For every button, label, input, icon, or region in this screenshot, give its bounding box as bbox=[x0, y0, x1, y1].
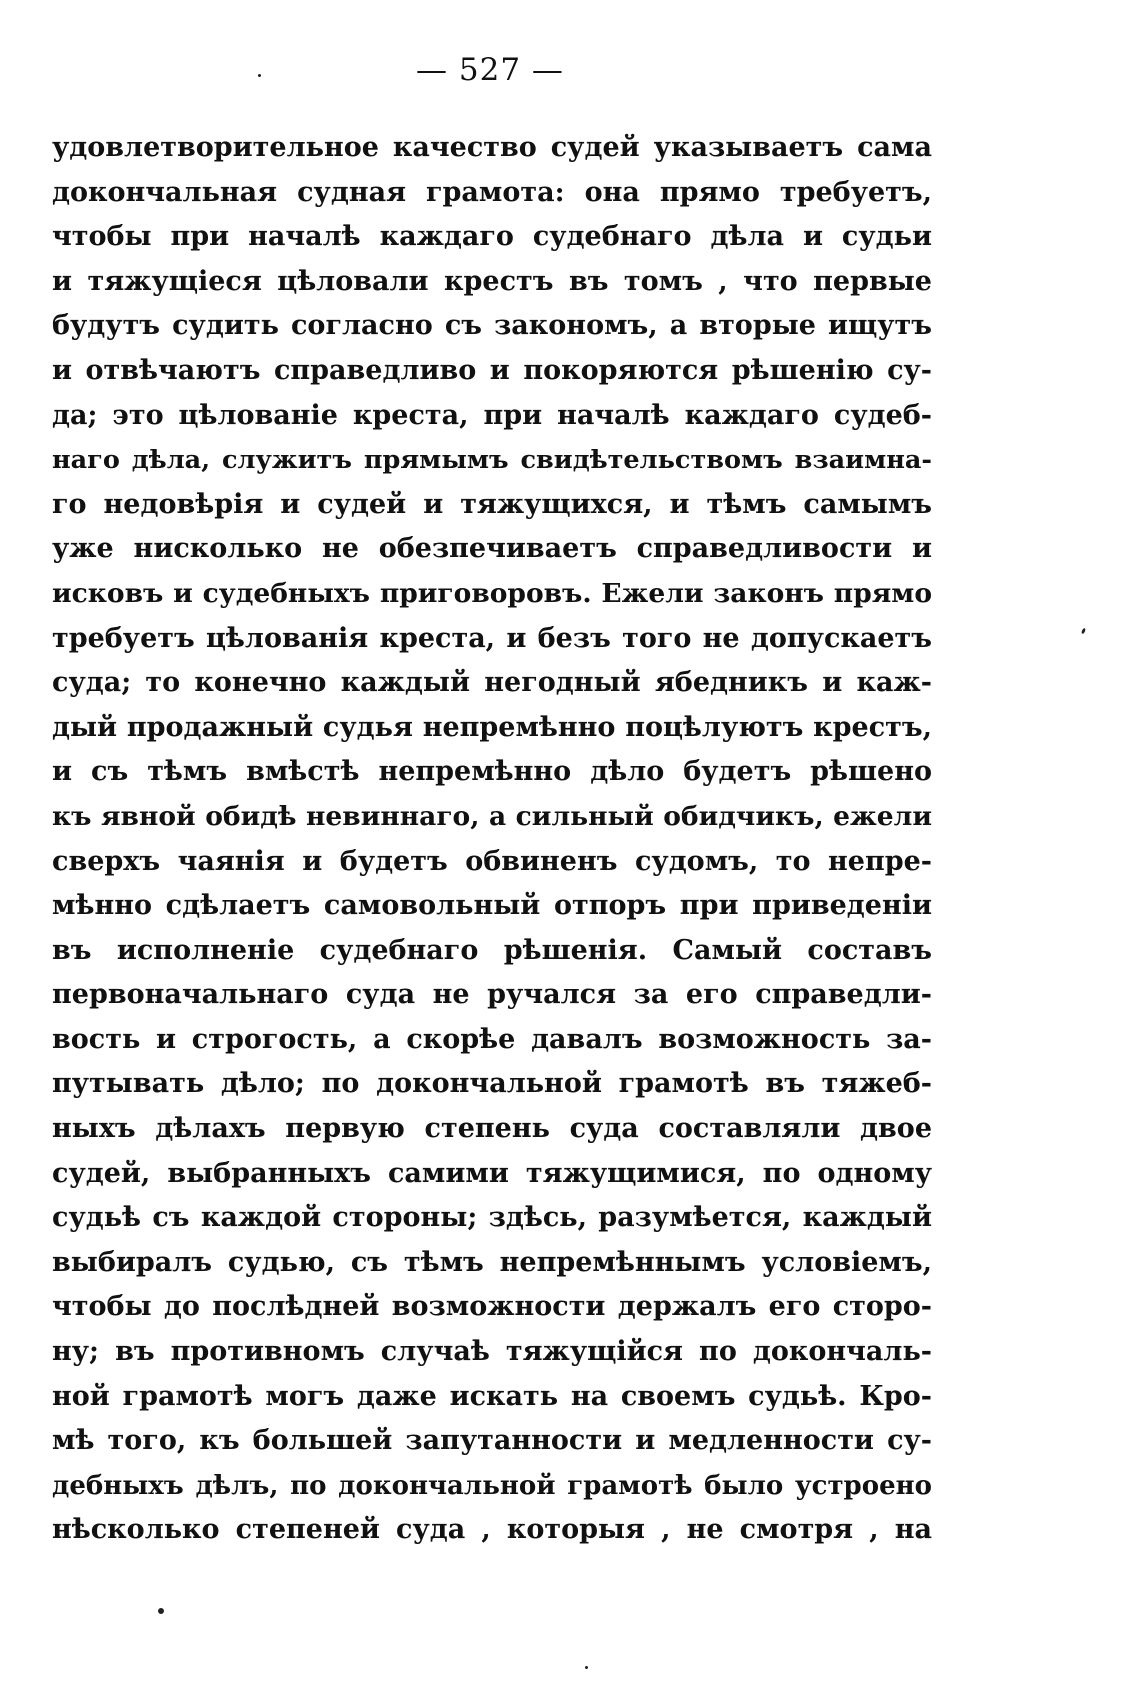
text-line: и съ тѣмъ вмѣстѣ непремѣнно дѣло будетъ рѣшено bbox=[52, 756, 932, 788]
text-line: чтобы при началѣ каждаго судебнаго дѣла и судьи bbox=[52, 221, 932, 253]
text-line: судьѣ съ каждой стороны; здѣсь, разумѣется, каждый bbox=[52, 1202, 932, 1234]
text-line: ну; въ противномъ случаѣ тяжущійся по докончаль- bbox=[52, 1336, 932, 1368]
text-line: въ исполненіе судебнаго рѣшенія. Самый составъ bbox=[52, 934, 932, 966]
text-line: ной грамотѣ могъ даже искать на своемъ судьѣ. Кро- bbox=[52, 1380, 932, 1412]
text-line: дый продажный судья непремѣнно поцѣлуютъ крестъ, bbox=[52, 711, 932, 743]
text-line: сверхъ чаянія и будетъ обвиненъ судомъ, то непре- bbox=[52, 845, 932, 877]
text-line: мѣ того, къ большей запутанности и медленности су- bbox=[52, 1425, 932, 1457]
text-line: наго дѣла, служитъ прямымъ свидѣтельствомъ взаимна- bbox=[52, 445, 932, 476]
text-line: уже нисколько не обезпечиваетъ справедливости и bbox=[52, 533, 932, 565]
text-line: судей, выбранныхъ самими тяжущимися, по одному bbox=[52, 1157, 932, 1189]
text-line: первоначальнаго суда не ручался за его справедли- bbox=[52, 979, 932, 1011]
scan-speck bbox=[585, 1666, 588, 1669]
text-line: и тяжущіеся цѣловали крестъ въ томъ , что первые bbox=[52, 265, 932, 297]
text-line: дебныхъ дѣлъ, по докончальной грамотѣ было устроено bbox=[52, 1470, 932, 1501]
text-line: чтобы до послѣдней возможности держалъ его сторо- bbox=[52, 1291, 932, 1323]
text-line: нѣсколько степеней суда , которыя , не смотря , на bbox=[52, 1514, 932, 1546]
text-line: да; это цѣлованіе креста, при началѣ каждаго судеб- bbox=[52, 399, 932, 431]
scan-speck bbox=[158, 1608, 164, 1614]
text-line: ныхъ дѣлахъ первую степень суда составляли двое bbox=[52, 1113, 932, 1145]
page-number: — 527 — bbox=[416, 52, 564, 88]
text-line: суда; то конечно каждый негодный ябедникъ и каж- bbox=[52, 667, 932, 699]
scan-speck bbox=[258, 74, 261, 77]
text-line: докончальная судная грамота: она прямо требуетъ, bbox=[52, 176, 932, 208]
text-line: къ явной обидѣ невиннаго, а сильный обидчикъ, ежели bbox=[52, 800, 932, 832]
text-line: выбиралъ судью, съ тѣмъ непремѣннымъ условіемъ, bbox=[52, 1246, 932, 1278]
body-text bbox=[52, 126, 932, 1553]
text-line: требуетъ цѣлованія креста, и безъ того не допускаетъ bbox=[52, 622, 932, 654]
text-line: удовлетворительное качество судей указываетъ сама bbox=[52, 132, 932, 163]
scan-speck bbox=[1081, 628, 1086, 635]
text-line: исковъ и судебныхъ приговоровъ. Ежели законъ прямо bbox=[52, 577, 932, 609]
text-line: мѣнно сдѣлаетъ самовольный отпоръ при приведеніи bbox=[52, 890, 932, 922]
text-line: го недовѣрія и судей и тяжущихся, и тѣмъ самымъ bbox=[52, 488, 932, 520]
text-line: путывать дѣло; по докончальной грамотѣ въ тяжеб- bbox=[52, 1068, 932, 1100]
text-line: и отвѣчаютъ справедливо и покоряются рѣшенію су- bbox=[52, 354, 932, 386]
text-line: будутъ судить согласно съ закономъ, а вторые ищутъ bbox=[52, 310, 932, 342]
text-line: вость и строгость, а скорѣе давалъ возможность за- bbox=[52, 1023, 932, 1055]
